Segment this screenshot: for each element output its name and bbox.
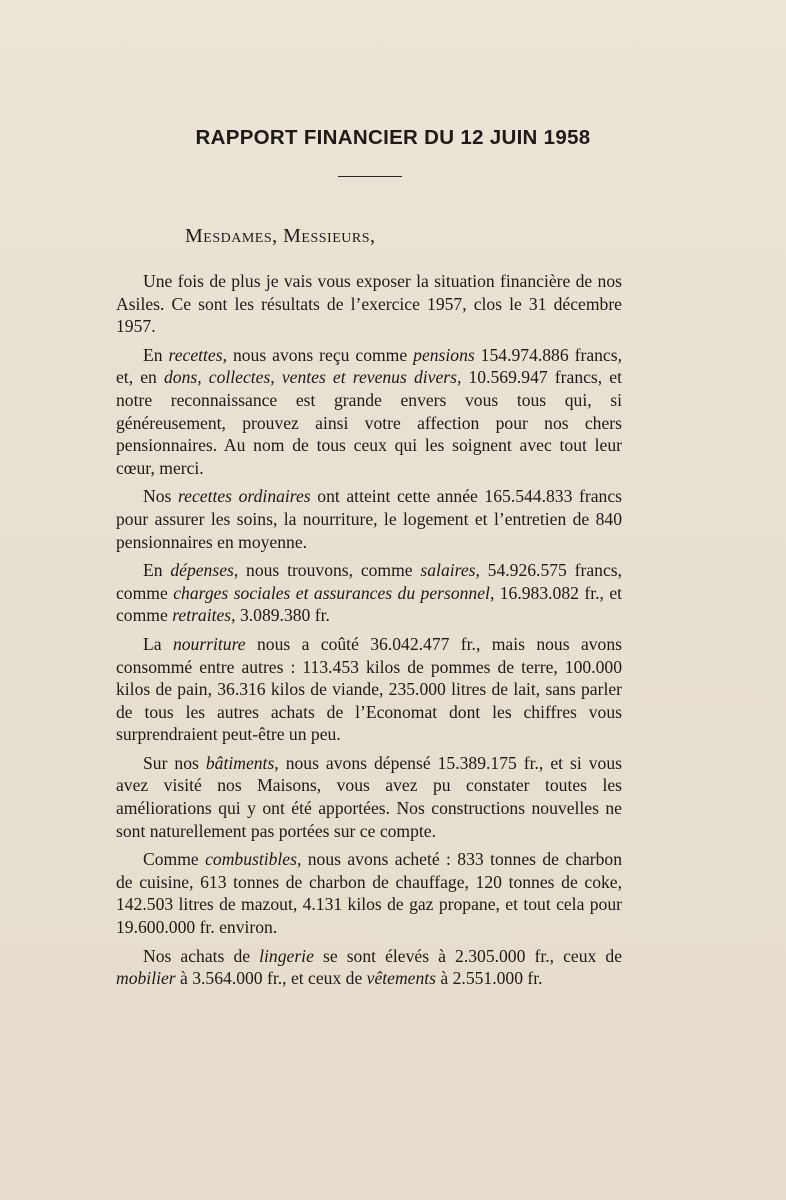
text-run: à 3.564.000 fr., et ceux de bbox=[175, 968, 367, 989]
text-run: Nos bbox=[143, 486, 178, 507]
italic-term: dons, collectes, ventes et revenus divers bbox=[163, 367, 457, 388]
italic-term: recettes ordinaires bbox=[177, 486, 311, 507]
italic-term: charges sociales et assurances du personnel bbox=[173, 582, 490, 603]
text-run: Comme bbox=[143, 849, 206, 870]
paragraph bbox=[116, 344, 622, 480]
salutation: Mesdames, Messieurs, bbox=[185, 225, 376, 247]
text-run: , 16.983.082 fr., et comme bbox=[116, 582, 623, 626]
text-run: , 3.089.380 fr. bbox=[231, 605, 330, 626]
text-run: En bbox=[143, 344, 169, 365]
paragraph bbox=[116, 848, 622, 938]
text-run: Nos achats de bbox=[143, 945, 260, 966]
text-run: nous a coûté 36.042.477 fr., mais nous avons consommé entre autres : 113.453 kilos de pommes de terre, 100.000 kilos de pain, 36.316 kilos de viande, 235.000 litres de lait, sans parler de tous les autres achats de l’Economat dont les chiffres vous surprendraient peut-être un peu. bbox=[116, 633, 622, 745]
paragraph bbox=[116, 633, 622, 746]
italic-term: vêtements bbox=[366, 968, 437, 989]
italic-term: recettes bbox=[168, 344, 223, 365]
italic-term: salaires bbox=[420, 560, 476, 581]
italic-term: retraites bbox=[172, 605, 232, 626]
text-run: La bbox=[143, 633, 173, 654]
text-run: Une fois de plus je vais vous exposer la situation financière de nos Asiles. Ce sont les résultats de l’exercice 1957, clos le 31 décembre 1957. bbox=[116, 271, 622, 337]
page-title: RAPPORT FINANCIER DU 12 JUIN 1958 bbox=[195, 126, 591, 149]
text-run: , nous avons reçu comme bbox=[222, 344, 414, 365]
text-run: , nous avons dépensé 15.389.175 fr., et si vous avez visité nos Maisons, vous avez pu constater toutes les améliorations qui y ont été apportées. Nos constructions nouvelles ne sont naturellement pas portées sur ce compte. bbox=[116, 752, 622, 841]
paragraph bbox=[116, 945, 622, 990]
text-run: se sont élevés à 2.305.000 fr., ceux de bbox=[313, 945, 622, 966]
text-run: , nous avons acheté : 833 tonnes de charbon de cuisine, 613 tonnes de charbon de chauffage, 120 tonnes de coke, 142.503 litres de mazout, 4.131 kilos de gaz propane, et tout cela pour 19.600.000 fr. environ. bbox=[116, 849, 623, 938]
italic-term: combustibles bbox=[205, 849, 297, 870]
paragraph bbox=[116, 752, 622, 842]
italic-term: lingerie bbox=[259, 945, 314, 966]
text-run: Sur nos bbox=[143, 752, 206, 773]
italic-term: mobilier bbox=[116, 968, 176, 989]
title-divider bbox=[338, 176, 402, 177]
paragraph bbox=[116, 270, 622, 338]
text-run: , nous trouvons, comme bbox=[233, 560, 421, 581]
italic-term: pensions bbox=[413, 344, 475, 365]
italic-term: nourriture bbox=[172, 633, 246, 654]
report-body bbox=[116, 270, 622, 996]
italic-term: bâtiments bbox=[205, 752, 275, 773]
italic-term: dépenses bbox=[170, 560, 234, 581]
text-run: à 2.551.000 fr. bbox=[436, 968, 543, 989]
text-run: ont atteint cette année 165.544.833 francs pour assurer les soins, la nourriture, le logement et l’entretien de 840 pensionnaires en moyenne. bbox=[116, 486, 622, 552]
paragraph bbox=[116, 559, 622, 627]
text-run: 154.974.886 francs, et, en bbox=[116, 344, 622, 388]
paragraph bbox=[116, 485, 622, 553]
text-run: , 10.569.947 francs, et notre reconnaissance est grande envers vous tous qui, si généreusement, prouvez ainsi votre affection pour nos chers pensionnaires. Au nom de tous ceux qui les soignent avec tout leur cœur, merci. bbox=[116, 367, 623, 478]
text-run: , 54.926.575 francs, comme bbox=[116, 560, 623, 603]
text-run: En bbox=[143, 560, 171, 581]
